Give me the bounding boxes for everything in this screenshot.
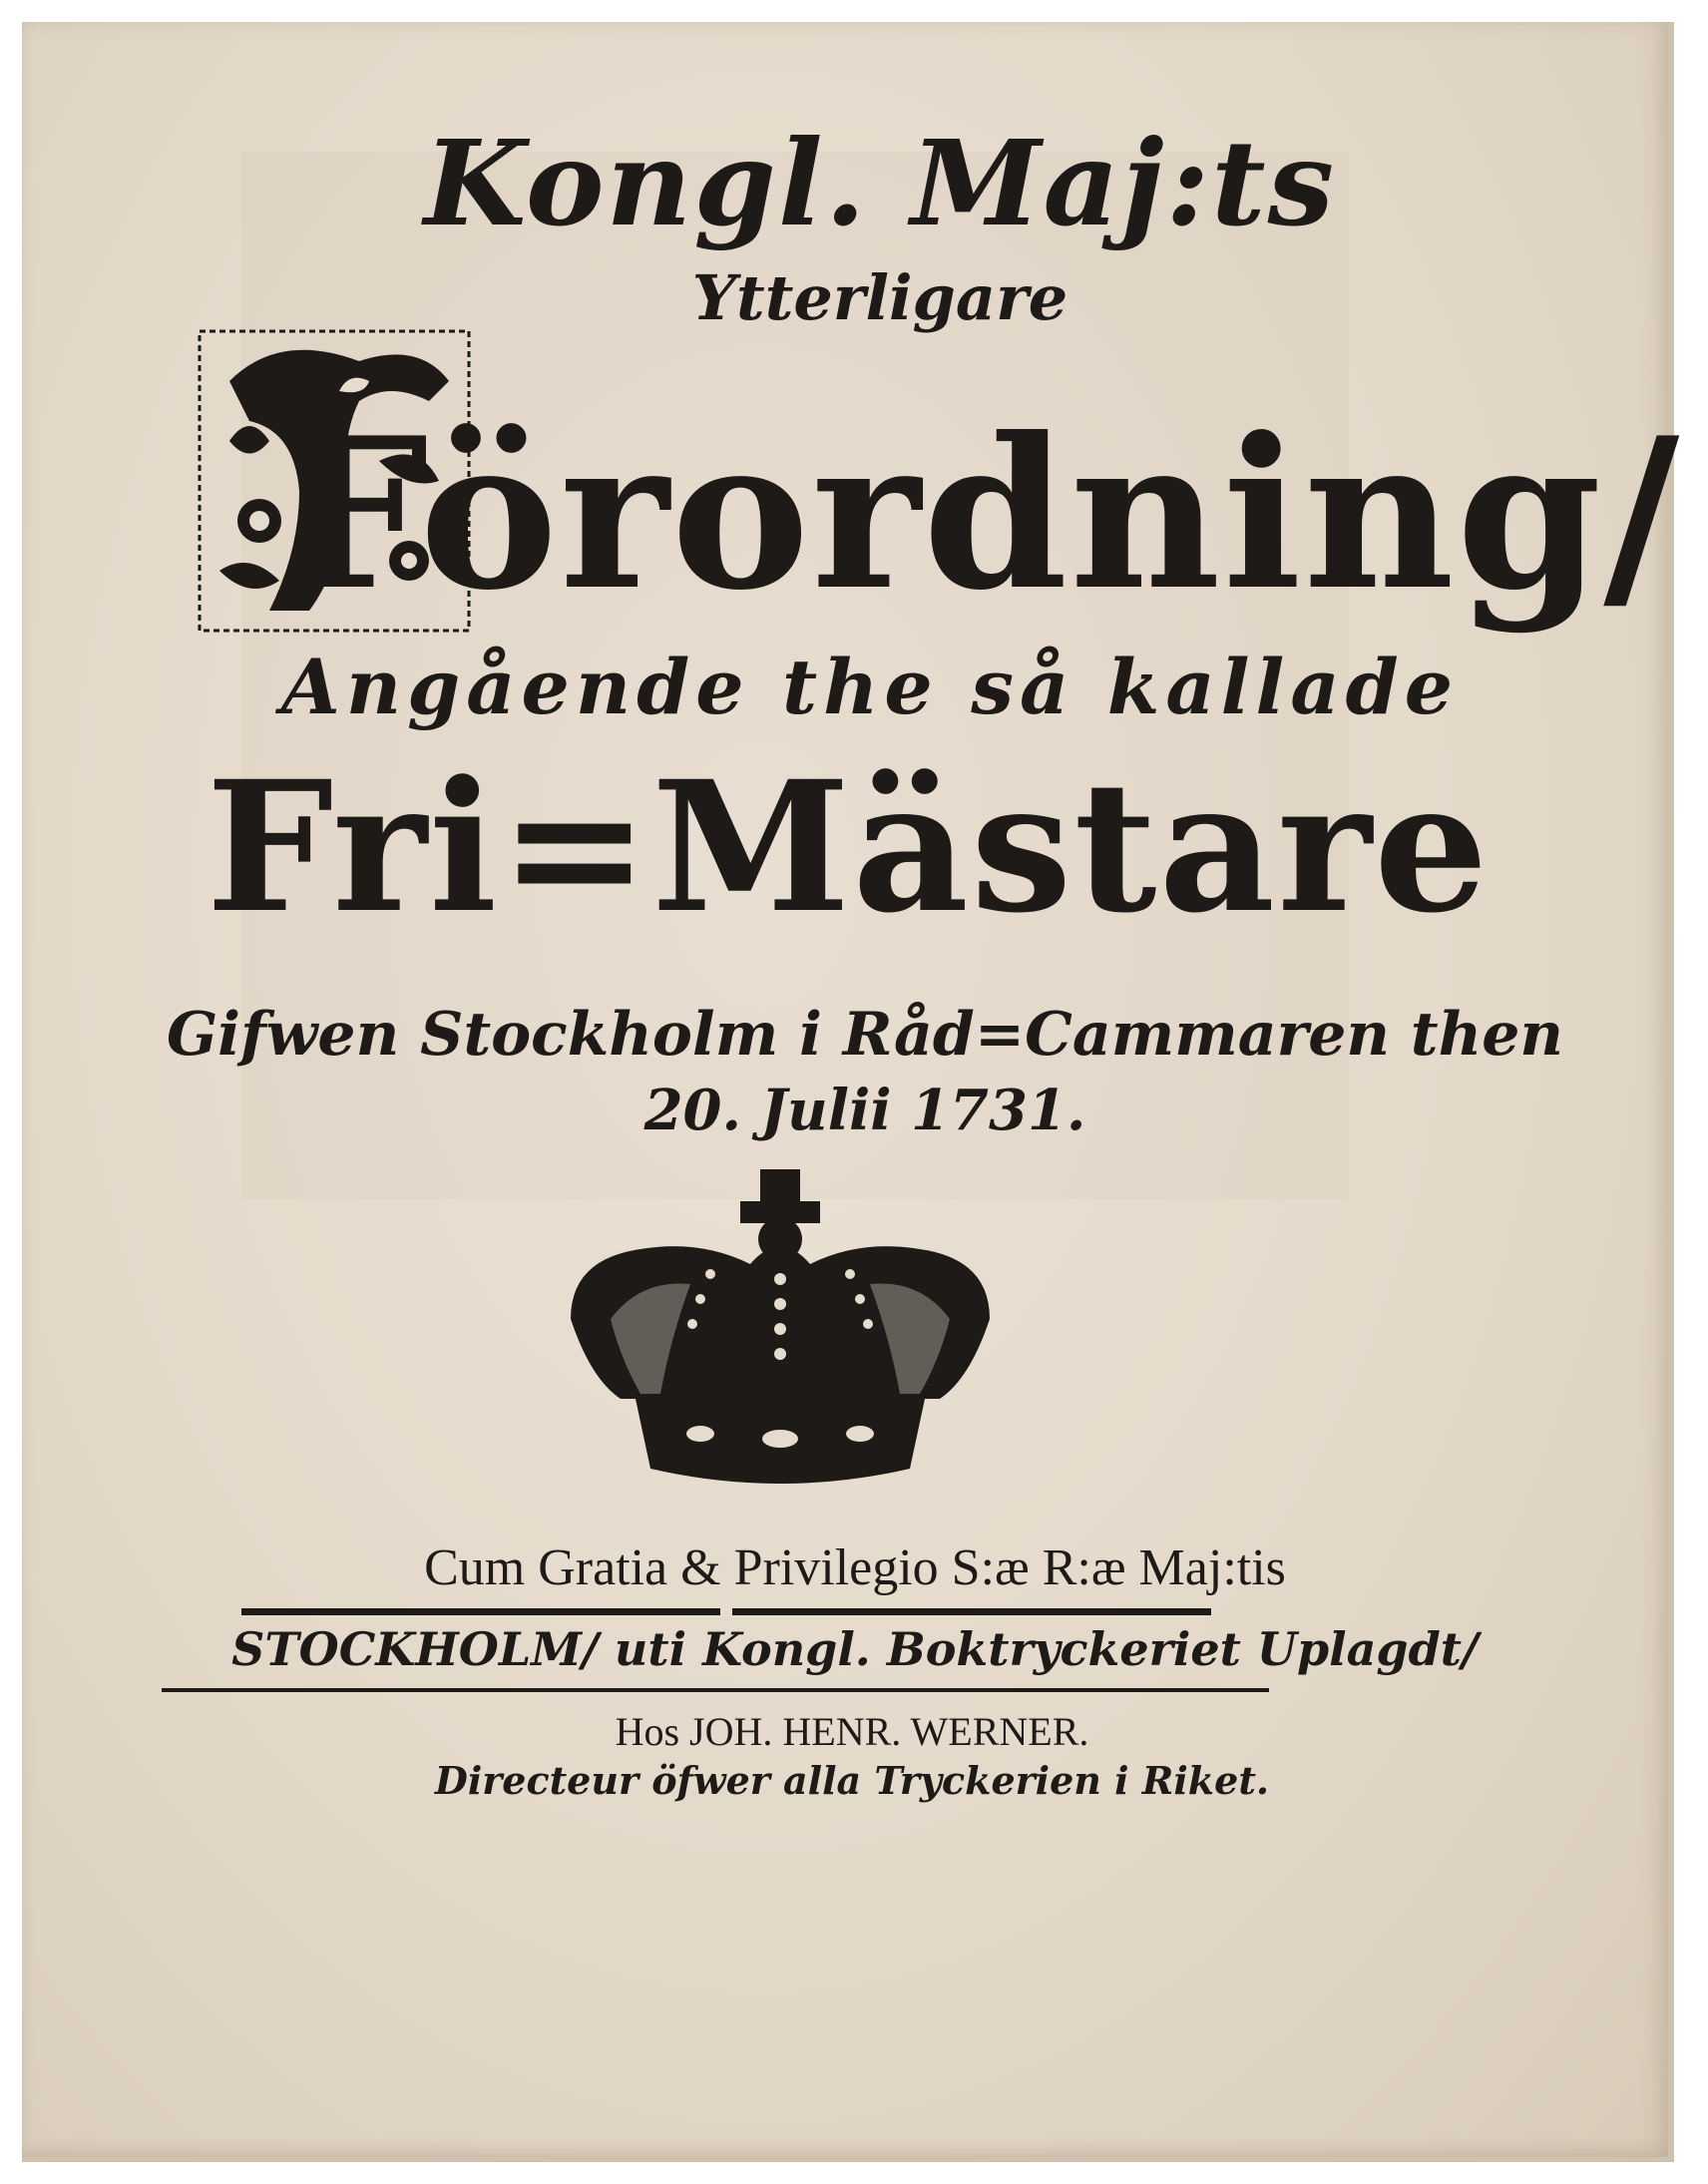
privilege-line: Cum Gratia & Privilegio S:æ R:æ Maj:tis xyxy=(424,1539,1286,1596)
title-page xyxy=(22,22,1682,2162)
title-line-4: Angående the så kallade xyxy=(280,643,1460,731)
crown-icon xyxy=(551,1169,1010,1499)
double-rule-left xyxy=(241,1608,720,1615)
dateline-line-1: Gifwen Stockholm i Råd=Cammaren then xyxy=(166,1000,1564,1070)
dateline-line-2: 20. Julii 1731. xyxy=(643,1078,1086,1143)
imprint-line-2: Hos JOH. HENR. WERNER. xyxy=(615,1709,1089,1754)
title-line-5: Fri=Mästare xyxy=(206,742,1491,953)
imprint-line-3: Directeur öfwer alla Tryckerien i Riket. xyxy=(434,1758,1270,1803)
title-line-1: Kongl. Maj:ts xyxy=(423,114,1337,252)
imprint-rule xyxy=(162,1688,1269,1692)
title-line-3: Förordning/ xyxy=(281,393,1682,637)
double-rule-right xyxy=(732,1608,1211,1615)
title-line-2: Ytterligare xyxy=(691,261,1068,334)
imprint-line-1: STOCKHOLM/ uti Kongl. Boktryckeriet Uplagdt/ xyxy=(231,1622,1479,1676)
